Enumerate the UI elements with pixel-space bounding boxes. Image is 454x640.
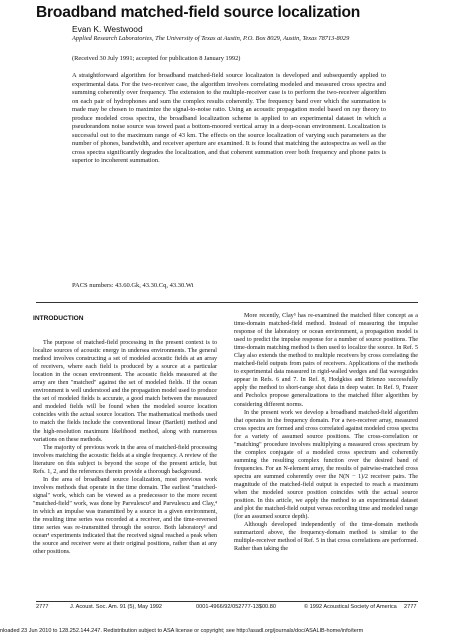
abstract bbox=[72, 72, 386, 166]
author-affiliation: Applied Research Laboratories, The University of Texas at Austin, P.O. Box 8029, Austin, Texas 78713-8029 bbox=[72, 35, 350, 42]
page-number-left: 2777 bbox=[36, 604, 49, 610]
section-heading: INTRODUCTION bbox=[33, 315, 84, 322]
copyright-notice: © 1992 Acoustical Society of America bbox=[304, 604, 397, 610]
paragraph: More recently, Clay⁵ has re-examined the matched filter concept as a time-domain matched-field method. Instead of measuring the impulse response of the laboratory or ocean environment, a propagation model is used to predict the impulse response for a number of source positions. The time-domain matching method is then used to localize the source. In Ref. 5 Clay also extends the method to multiple receivers by cross correlating the matched-field outputs from pairs of receivers. Applications of the methods to experimental data measured in rigid-walled wedges and flat waveguides appear in Refs. 6 and 7. In Ref. 8, Hodgkiss and Brienzo successfully apply the method to short-range shot data in deep water. In Ref. 9, Frazer and Pecholcs propose generalizations to the matched filter algorithm by considering different norms. bbox=[234, 313, 418, 408]
author-name: Evan K. Westwood bbox=[72, 24, 143, 34]
abstract-text: A straightforward algorithm for broadband matched-field source localizaton is developed and subsequently applied to experimental data. For the two-receiver case, the algorithm involves correlating modeled and measured cross spectra and summing coherently over frequency. The extension to the multiple-receiver case is to perform the two-receiver algorithm on each pair of hydrophones and sum the complex results coherently. The frequency band over which the summation is made may be chosen to maximize the signal-to-noise ratio. Using an acoustic propagation model based on ray theory to produce modeled cross spectra, the broadband localization scheme is applied to an experimental dataset in which a pseudorandom noise source was towed past a bottom-moored vertical array in a deep-ocean environment. Localization is successful out to the maximum range of 43 km. The effects on the source localization of varying such parameters as the number of phones, bandwidth, and receiver aperture are examined. It is found that matching the autospectra as well as the cross spectra significantly degrades the localization, and that coherent summation over both frequency and phone pairs is superior to incoherent summation. bbox=[72, 72, 386, 165]
footer-divider bbox=[36, 601, 418, 602]
paragraph: In the present work we develop a broadband matched-field algorithm that operates in the frequency domain. For a two-receiver array, measured cross spectra are formed and cross correlated against modeled cross spectra for a variety of assumed source positions. The cross-correlation or "matching" procedure involves multiplying a measured cross spectrum by the complex conjugate of a modeled cross spectrum and coherently summing the resulting complex function over the desired band of frequencies. For an N-element array, the results of pairwise-matched cross spectra are summed coherently over the N(N − 1)/2 receiver pairs. The magnitude of the matched-field output is expected to reach a maximum when the modeled source position coincides with the actual source position. In this article, we apply the method to an experimental dataset and plot the matched-field output versus recording time and modeled range (for an assumed source depth). bbox=[234, 409, 418, 521]
right-column bbox=[234, 312, 418, 553]
article-code: 0001-4966/92/052777-13$00.80 bbox=[196, 604, 276, 610]
article-title: Broadband matched-field source localization bbox=[36, 4, 361, 21]
paragraph: Although developed independently of the time-domain methods summarized above, the frequency-domain method is similar to the multiple-receiver method of Ref. 5 in that cross correlations are performed. Rather than taking the bbox=[234, 522, 418, 553]
section-divider bbox=[36, 302, 418, 303]
journal-citation: J. Acoust. Soc. Am. 91 (5), May 1992 bbox=[70, 604, 163, 610]
page-number-right: 2777 bbox=[404, 604, 417, 610]
paragraph: The majority of previous work in the area of matched-field processing involves matching the acoustic fields at a single frequency. A review of the literature on this subject is beyond the scope of the present article, but Refs. 1, 2, and the references therein provide a thorough background. bbox=[33, 444, 217, 475]
left-column bbox=[33, 314, 217, 556]
pacs-numbers: PACS numbers: 43.60.Gk, 43.30.Cq, 43.30.Wi bbox=[72, 282, 194, 289]
paragraph: The purpose of matched-field processing in the present context is to localize sources of acoustic energy in undersea environments. The general method involves constructing a set of modeled acoustic fields at an array of receivers, where each field is produced by a source at a particular location in the ocean environment. The acoustic fields measured at the array are then "matched" against the set of modeled fields. If the ocean environment is well understood and the propagation model used to produce the set of modeled fields is accurate, a good match between the measured and modeled fields will be found when the modeled source location coincides with the actual source location. The mathematical methods used to match the fields include the conventional linear (Bartlett) method and the high-resolution maximum likelihood method, along with numerous variations on these methods. bbox=[33, 340, 217, 443]
redistribution-notice: nloaded 23 Jun 2010 to 128.252.144.247. Redistribution subject to ASA license or copyright; see http://asadl.org/journals/doc/ASALIB-home/info/term bbox=[0, 628, 364, 634]
received-date: (Received 30 July 1991; accepted for publication 8 January 1992) bbox=[72, 55, 241, 62]
paragraph: In the area of broadband source localization, most previous work involves methods that operate in the time domain. The earliest "matched-signal" work, which can be viewed as a predecessor to the more recent "matched-field" work, was done by Parvulescu³ and Parvulescu and Clay,⁴ in which an impulse was transmitted by a source in a given environment, the resulting time series was recorded at a receiver, and the time-reversed time series was re-transmitted through the source. Both laboratory³ and ocean⁴ experiments indicated that the received signal reached a peak when the source and receiver were at their original positions, rather than at any other positions. bbox=[33, 476, 217, 556]
